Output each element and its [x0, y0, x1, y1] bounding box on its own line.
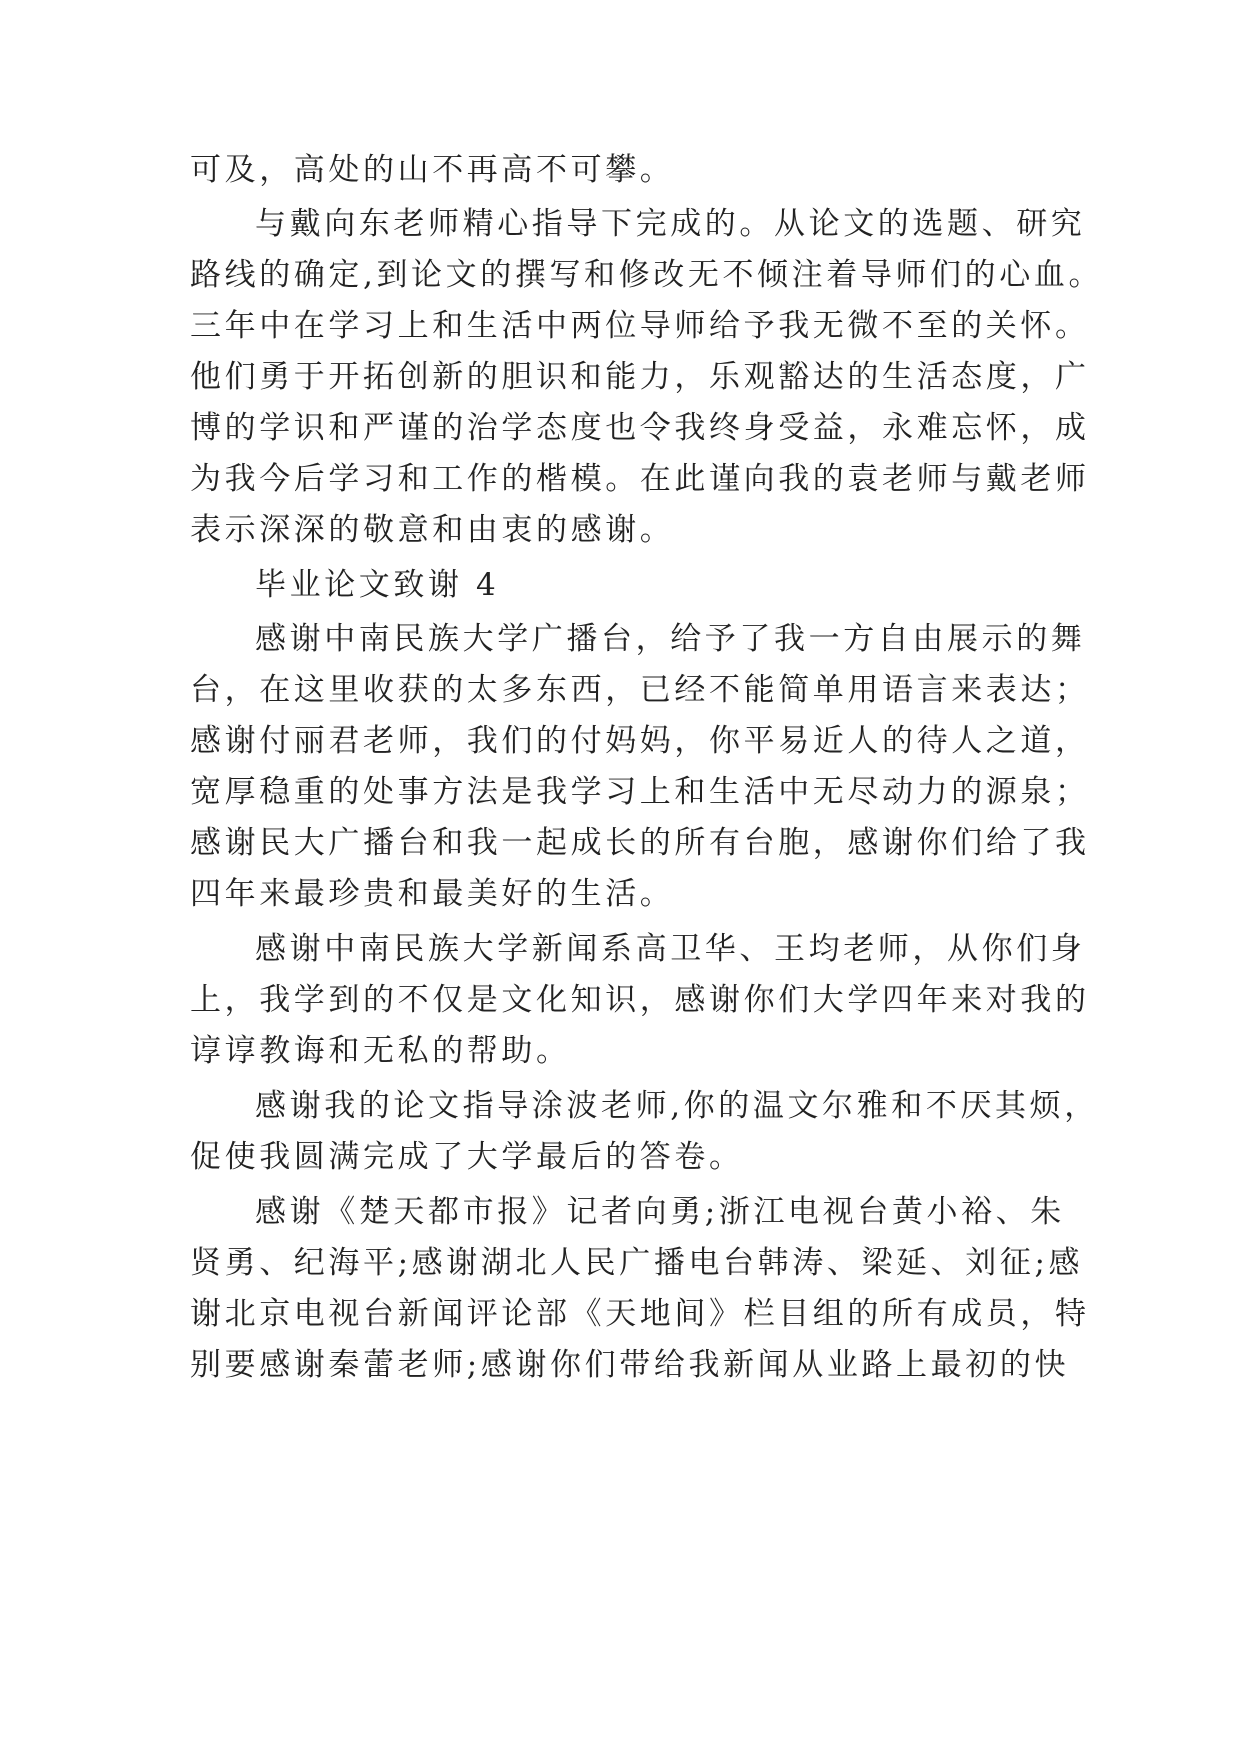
paragraph-first-line: 感谢《楚天都市报》记者向勇;浙江电视台黄小裕、朱	[255, 1194, 1065, 1230]
text-line: 促使我圆满完成了大学最后的答卷。	[190, 1139, 744, 1175]
text-line: 上，我学到的不仅是文化知识，感谢你们大学四年来对我的	[190, 982, 1090, 1018]
text-line: 台，在这里收获的太多东西，已经不能简单用语言来表达；	[190, 672, 1090, 708]
text-line: 路线的确定,到论文的撰写和修改无不倾注着导师们的心血。	[190, 257, 1104, 293]
text-line: 宽厚稳重的处事方法是我学习上和生活中无尽动力的源泉；	[190, 774, 1090, 810]
text-line: 谆谆教诲和无私的帮助。	[190, 1033, 571, 1069]
text-line: 他们勇于开拓创新的胆识和能力，乐观豁达的生活态度，广	[190, 359, 1090, 395]
text-line: 为我今后学习和工作的楷模。在此谨向我的袁老师与戴老师	[190, 461, 1090, 497]
paragraph-first-line: 与戴向东老师精心指导下完成的。从论文的选题、研究	[255, 206, 1086, 242]
text-line: 三年中在学习上和生活中两位导师给予我无微不至的关怀。	[190, 308, 1090, 344]
text-line: 别要感谢秦蕾老师;感谢你们带给我新闻从业路上最初的快	[190, 1347, 1070, 1383]
text-line: 感谢付丽君老师，我们的付妈妈，你平易近人的待人之道，	[190, 723, 1090, 759]
paragraph-first-line: 感谢我的论文指导涂波老师,你的温文尔雅和不厌其烦，	[255, 1088, 1099, 1124]
text-line: 博的学识和严谨的治学态度也令我终身受益，永难忘怀，成	[190, 410, 1090, 446]
text-line: 感谢民大广播台和我一起成长的所有台胞，感谢你们给了我	[190, 825, 1090, 861]
paragraph-first-line: 感谢中南民族大学新闻系高卫华、王均老师，从你们身	[255, 931, 1086, 967]
text-line: 四年来最珍贵和最美好的生活。	[190, 876, 675, 912]
text-line: 表示深深的敬意和由衷的感谢。	[190, 512, 675, 548]
text-line: 可及，高处的山不再高不可攀。	[190, 152, 675, 188]
paragraph-first-line: 感谢中南民族大学广播台，给予了我一方自由展示的舞	[255, 621, 1086, 657]
section-heading: 毕业论文致谢 4	[255, 567, 500, 603]
text-line: 贤勇、纪海平;感谢湖北人民广播电台韩涛、梁延、刘征;感	[190, 1245, 1084, 1281]
text-line: 谢北京电视台新闻评论部《天地间》栏目组的所有成员，特	[190, 1296, 1090, 1332]
